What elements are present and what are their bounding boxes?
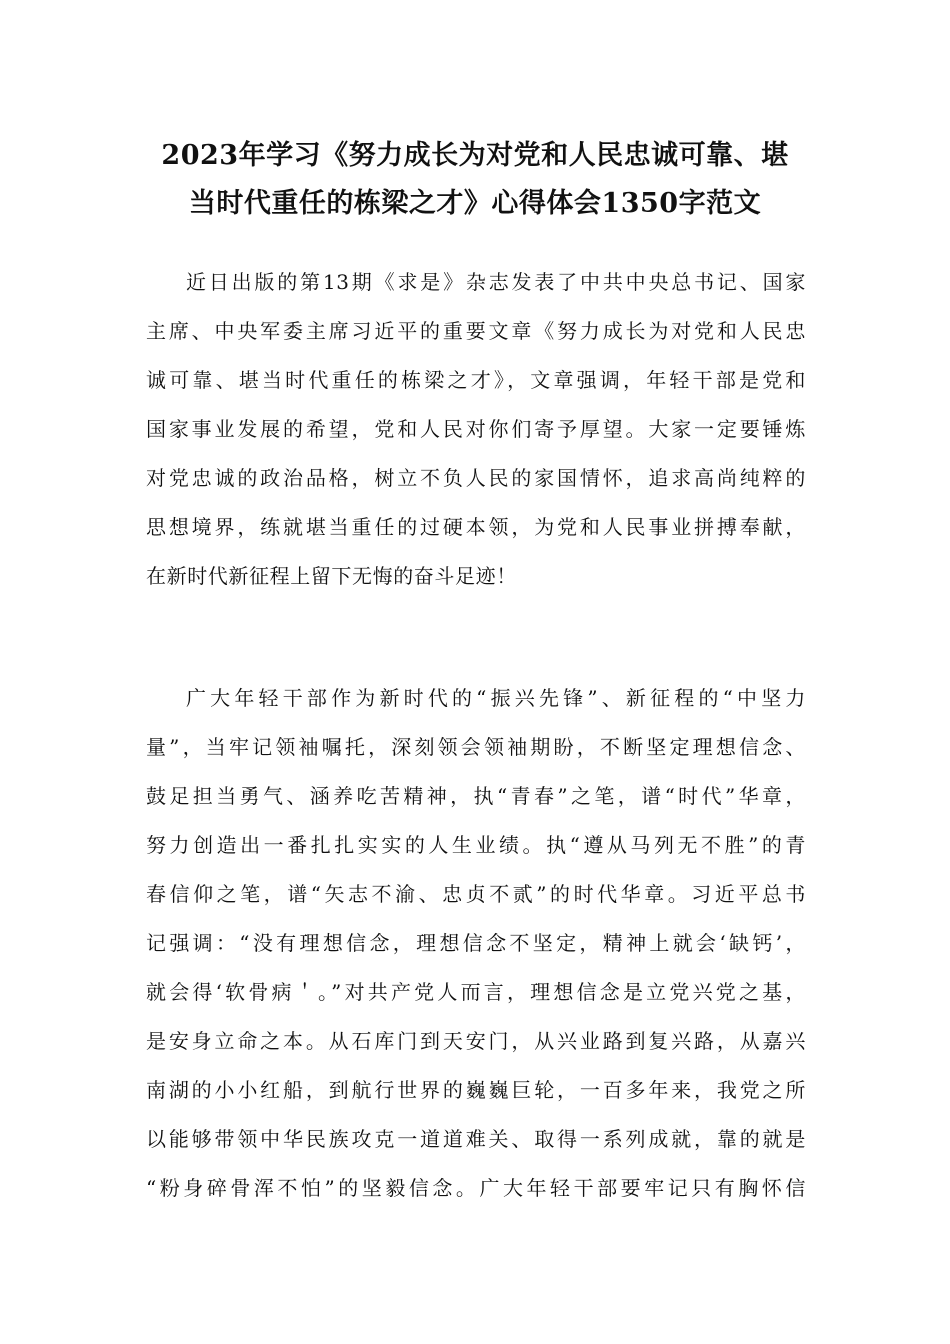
paragraph-line: 近日出版的第13期《求是》杂志发表了中共中央总书记、国家 <box>186 270 806 294</box>
paragraph-line: 主席、中央军委主席习近平的重要文章《努力成长为对党和人民忠 <box>146 319 806 343</box>
paragraph-line: 记强调：“没有理想信念，理想信念不坚定，精神上就会‘缺钙’， <box>146 931 806 955</box>
title-line-1: 2023年学习《努力成长为对党和人民忠诚可靠、堪 <box>161 140 789 171</box>
paragraph-line: 对党忠诚的政治品格，树立不负人民的家国情怀，追求高尚纯粹的 <box>146 466 806 490</box>
paragraph-line: 鼓足担当勇气、涵养吃苦精神，执“青春”之笔，谱“时代”华章， <box>146 784 806 808</box>
paragraph-line: 是安身立命之本。从石库门到天安门，从兴业路到复兴路，从嘉兴 <box>146 1029 806 1053</box>
paragraph-2 <box>146 674 806 1213</box>
paragraph-line: 努力创造出一番扎扎实实的人生业绩。执“遵从马列无不胜”的青 <box>146 833 806 857</box>
paragraph-line: 以能够带领中华民族攻克一道道难关、取得一系列成就，靠的就是 <box>146 1127 806 1151</box>
paragraph-line: 量”，当牢记领袖嘱托，深刻领会领袖期盼，不断坚定理想信念、 <box>146 735 806 759</box>
paragraph-line: 南湖的小小红船，到航行世界的巍巍巨轮，一百多年来，我党之所 <box>146 1078 806 1102</box>
paragraph-line: 思想境界，练就堪当重任的过硬本领，为党和人民事业拼搏奉献， <box>146 515 806 539</box>
title-line-2: 当时代重任的栋梁之才》心得体会1350字范文 <box>188 188 762 219</box>
paragraph-line: 在新时代新征程上留下无悔的奋斗足迹！ <box>146 564 517 588</box>
paragraph-line: 国家事业发展的希望，党和人民对你们寄予厚望。大家一定要锤炼 <box>146 417 806 441</box>
document-title <box>100 132 850 228</box>
paragraph-line: 就会得‘软骨病＇。”对共产党人而言，理想信念是立党兴党之基， <box>146 980 806 1004</box>
paragraph-line: “粉身碎骨浑不怕”的坚毅信念。广大年轻干部要牢记只有胸怀信 <box>146 1176 806 1200</box>
paragraph-line: 春信仰之笔，谱“矢志不渝、忠贞不贰”的时代华章。习近平总书 <box>146 882 806 906</box>
paragraph-1 <box>146 258 806 601</box>
paragraph-line: 广大年轻干部作为新时代的“振兴先锋”、新征程的“中坚力 <box>186 686 806 710</box>
paragraph-line: 诚可靠、堪当时代重任的栋梁之才》，文章强调，年轻干部是党和 <box>146 368 806 392</box>
